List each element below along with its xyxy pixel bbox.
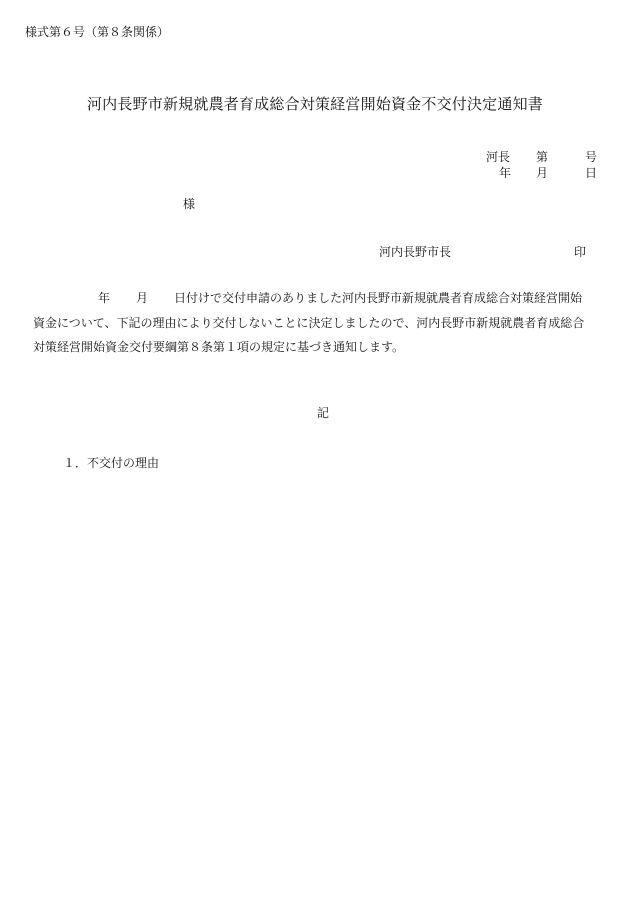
body-month: 月	[136, 291, 149, 305]
date-month: 月	[536, 166, 549, 180]
date-year: 年	[499, 166, 512, 180]
body-year: 年	[98, 291, 111, 305]
list-item	[63, 454, 159, 471]
body-paragraph	[33, 286, 608, 360]
date-day: 日	[585, 166, 598, 180]
reference-date-row	[0, 164, 630, 180]
reference-go: 号	[585, 150, 598, 164]
reference-number-row	[0, 148, 630, 164]
issuer-abbrev: 河長	[486, 150, 511, 164]
form-number: 様式第６号（第８条関係）	[25, 25, 170, 39]
body-line-3: 対策経営開始資金交付要綱第８条第１項の規定に基づき通知します。	[33, 340, 405, 354]
item-label: 不交付の理由	[87, 456, 160, 470]
seal-mark: 印	[574, 245, 587, 259]
ki-heading: 記	[316, 406, 329, 420]
reference-dai: 第	[536, 150, 549, 164]
sender-name: 河内長野市長	[379, 245, 452, 259]
body-line-1-text: 日付けで交付申請のありました河内長野市新規就農者育成総合対策経営開始	[174, 291, 583, 305]
document-title: 河内長野市新規就農者育成総合対策経営開始資金不交付決定通知書	[86, 95, 543, 113]
recipient-honorific: 様	[183, 197, 196, 211]
item-number: １．	[63, 456, 88, 470]
body-line-1	[33, 286, 608, 311]
body-line-2: 資金について、下記の理由により交付しないことに決定しましたので、河内長野市新規就農者育成総合	[33, 315, 585, 330]
